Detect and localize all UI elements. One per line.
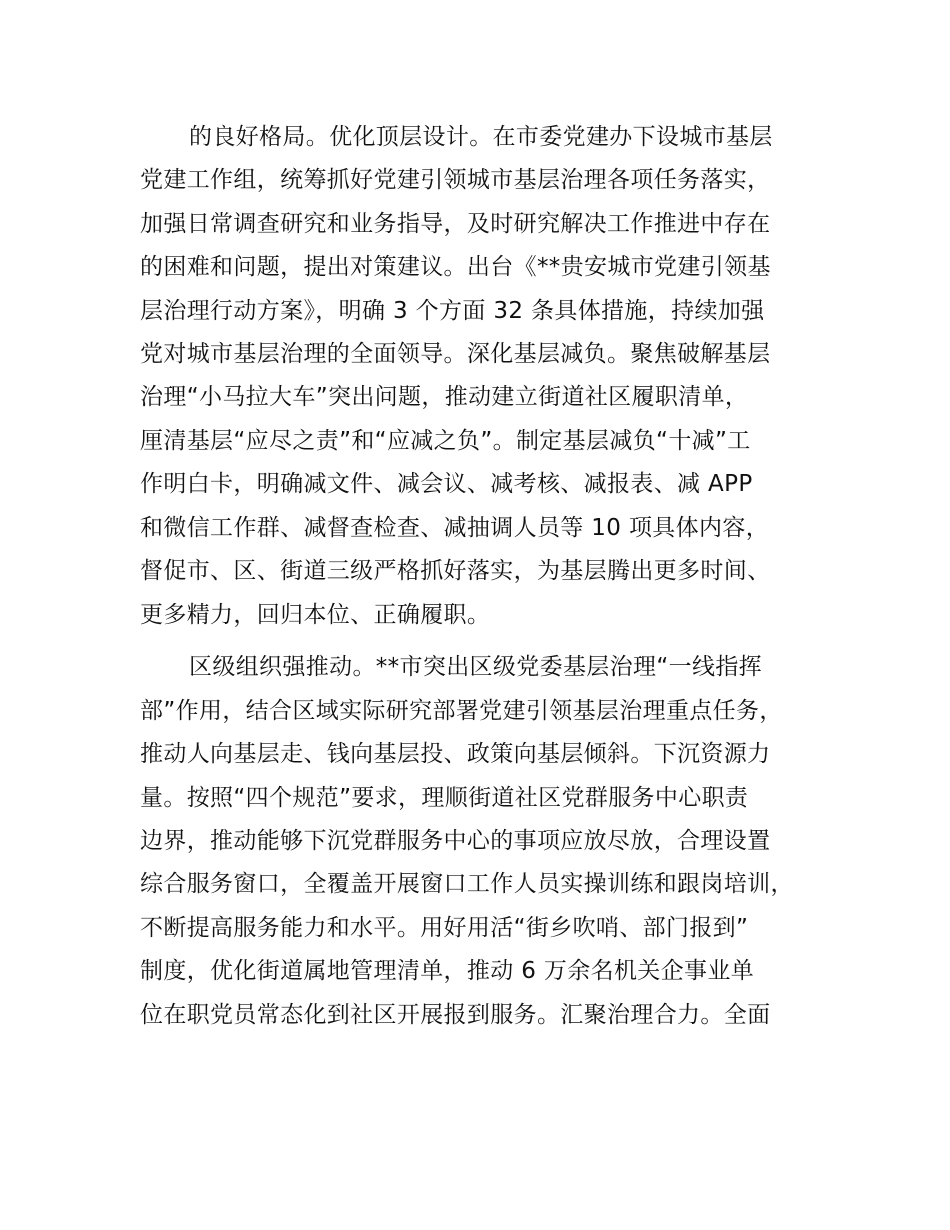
paragraph-2-line-8: 制度，优化街道属地管理清单，推动 6 万余名机关企事业单: [140, 958, 755, 984]
paragraph-1-line-2: 党建工作组，统筹抓好党建引领城市基层治理各项任务落实，: [140, 167, 771, 193]
paragraph-2-line-2: 部”作用，结合区域实际研究部署党建引领基层治理重点任务，: [140, 698, 783, 724]
paragraph-1-line-6: 党对城市基层治理的全面领导。深化基层减负。聚焦破解基层: [140, 341, 771, 367]
paragraph-1-line-3: 加强日常调查研究和业务指导，及时研究解决工作推进中存在: [140, 211, 771, 237]
paragraph-1-line-12: 更多精力，回归本位、正确履职。: [140, 602, 491, 628]
paragraph-1-line-7: 治理“小马拉大车”突出问题，推动建立街道社区履职清单，: [140, 384, 749, 410]
paragraph-2-line-7: 不断提高服务能力和水平。用好用活“街乡吹哨、部门报到”: [140, 915, 749, 941]
paragraph-1-line-9: 作明白卡，明确减文件、减会议、减考核、减报表、减 APP: [140, 471, 753, 497]
paragraph-1-line-10: 和微信工作群、减督查检查、减抽调人员等 10 项具体内容，: [140, 515, 770, 541]
paragraph-2-line-9: 位在职党员常态化到社区开展报到服务。汇聚治理合力。全面: [140, 1002, 771, 1028]
paragraph-2-line-5: 边界，推动能够下沉党群服务中心的事项应放尽放，合理设置: [140, 828, 771, 854]
paragraph-2-line-6: 综合服务窗口，全覆盖开展窗口工作人员实操训练和跟岗培训，: [140, 871, 794, 897]
paragraph-1-line-4: 的困难和问题，提出对策建议。出台《**贵安城市党建引领基: [140, 254, 771, 280]
paragraph-2-line-1: 区级组织强推动。**市突出区级党委基层治理“一线指挥: [189, 654, 763, 680]
paragraph-1-line-11: 督促市、区、街道三级严格抓好落实，为基层腾出更多时间、: [140, 558, 771, 584]
paragraph-2-line-4: 量。按照“四个规范”要求，理顺街道社区党群服务中心职责: [140, 785, 749, 811]
paragraph-1-line-8: 厘清基层“应尽之责”和“应减之负”。制定基层减负“十减”工: [140, 428, 751, 454]
paragraph-1-line-5: 层治理行动方案》，明确 3 个方面 32 条具体措施，持续加强: [140, 298, 765, 324]
paragraph-2-line-3: 推动人向基层走、钱向基层投、政策向基层倾斜。下沉资源力: [140, 741, 771, 767]
paragraph-1-line-1: 的良好格局。优化顶层设计。在市委党建办下设城市基层: [189, 124, 773, 150]
